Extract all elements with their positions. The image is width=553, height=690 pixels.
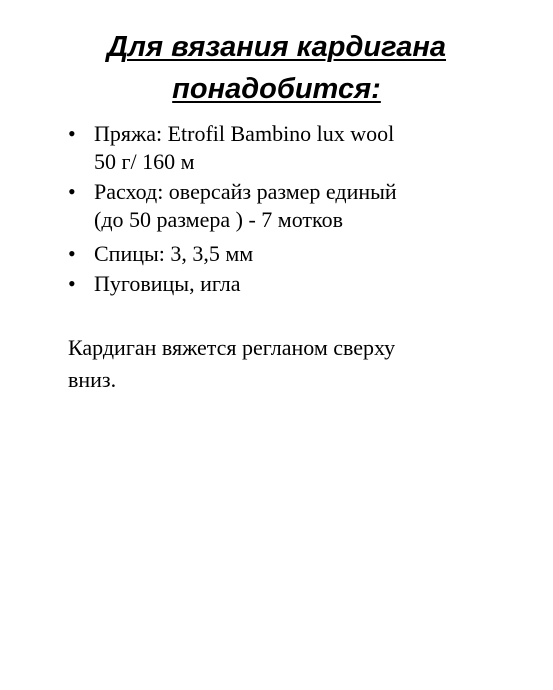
list-item-consumption-line-1: Расход: оверсайз размер единый [94, 179, 397, 204]
bullet-marker: • [68, 241, 76, 266]
list-item-yarn-line-1: Пряжа: Etrofil Bambino lux wool [94, 121, 395, 146]
bullet-marker: • [68, 271, 76, 296]
list-item-buttons: Пуговицы, игла [94, 271, 241, 296]
title-line-1: Для вязания кардигана [106, 31, 447, 63]
title-line-2: понадобится: [172, 73, 381, 105]
bullet-marker: • [68, 179, 76, 204]
paragraph-line-2: вниз. [68, 367, 117, 392]
list-item-needles: Спицы: 3, 3,5 мм [94, 241, 254, 266]
bullet-marker: • [68, 121, 76, 146]
list-item-consumption-line-2: (до 50 размера ) - 7 мотков [94, 207, 343, 232]
list-item-yarn-line-2: 50 г/ 160 м [94, 149, 195, 174]
paragraph-line-1: Кардиган вяжется регланом сверху [68, 335, 396, 360]
